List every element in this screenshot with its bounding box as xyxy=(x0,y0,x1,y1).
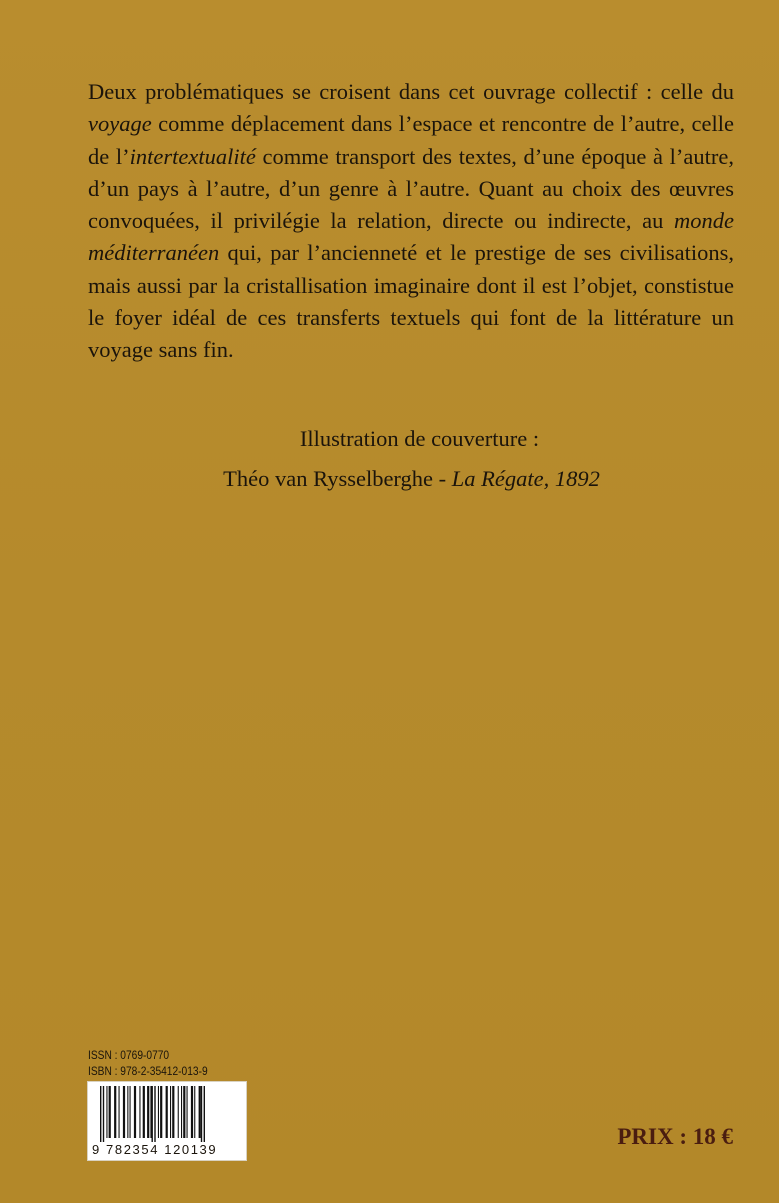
barcode-bar xyxy=(139,1086,140,1138)
isbn-barcode xyxy=(87,1081,247,1161)
barcode-bar xyxy=(106,1086,107,1138)
barcode-bar xyxy=(150,1086,151,1138)
barcode-bar xyxy=(160,1086,162,1138)
back-cover-blurb xyxy=(88,76,734,367)
barcode-bar xyxy=(187,1086,188,1138)
barcode-guard-bar xyxy=(201,1086,202,1142)
barcode-bar xyxy=(130,1086,131,1138)
isbn-code: ISBN : 978-2-35412-013-9 xyxy=(88,1064,208,1078)
barcode-bar xyxy=(134,1086,136,1138)
barcode-digits: 9 782354 120139 xyxy=(92,1142,218,1157)
barcode-bar xyxy=(119,1086,120,1138)
blurb-italic-monde: monde méditerranéen xyxy=(88,208,734,266)
barcode-bar xyxy=(191,1086,193,1138)
barcode-bar xyxy=(109,1086,111,1138)
price-label: PRIX : 18 € xyxy=(617,1124,733,1149)
barcode-bar xyxy=(194,1086,195,1138)
illustration-credit xyxy=(0,466,779,492)
barcode-bar xyxy=(114,1086,116,1138)
barcode-bar xyxy=(158,1086,159,1138)
illustration-label: Illustration de couverture : xyxy=(299,426,540,451)
blurb-italic-voyage: voyage xyxy=(88,111,152,137)
publication-codes xyxy=(88,1047,208,1079)
barcode-guard-bar xyxy=(103,1086,104,1142)
barcode-bar xyxy=(181,1086,182,1138)
issn-code: ISSN : 0769-0770 xyxy=(88,1048,170,1062)
barcode-bar xyxy=(147,1086,149,1138)
barcode-bar xyxy=(143,1086,145,1138)
barcode-bars xyxy=(88,1082,248,1142)
barcode-bar xyxy=(172,1086,174,1138)
blurb-text-4: qui, par l’ancienneté et le prestige de ses civilisations, mais aussi par la cristallisation imaginaire dont il est l’objet, constistue le foyer idéal de ces transferts textuels qui font de la littérature un voyage sans fin. xyxy=(88,240,734,363)
blurb-italic-intertextualite: intertextualité xyxy=(129,143,256,169)
barcode-bar xyxy=(170,1086,171,1138)
barcode-guard-bar xyxy=(154,1086,155,1142)
barcode-guard-bar xyxy=(152,1086,153,1142)
blurb-text-1: Deux problématiques se croisent dans cet ouvrage collectif : celle du xyxy=(88,79,734,104)
blurb-text-3: comme transport des textes, d’une époque à l’autre, d’un pays à l’autre, d’un genre à l’autre. Quant au choix des œuvres convoquées, il privilégie la relation, directe ou indirecte, au xyxy=(88,143,734,234)
illustration-credit-title: La Régate, 1892 xyxy=(451,466,600,491)
barcode-bar xyxy=(166,1086,168,1138)
barcode-guard-bar xyxy=(204,1086,205,1142)
barcode-bar xyxy=(183,1086,185,1138)
barcode-bar xyxy=(199,1086,201,1138)
barcode-bar xyxy=(127,1086,128,1138)
barcode-bar xyxy=(178,1086,179,1138)
blurb-text-2: comme déplacement dans l’espace et rencontre de l’autre, celle de l’ xyxy=(88,111,734,169)
illustration-credit-author: Théo van Rysselberghe - xyxy=(223,466,452,491)
barcode-guard-bar xyxy=(100,1086,101,1142)
barcode-bar xyxy=(123,1086,125,1138)
